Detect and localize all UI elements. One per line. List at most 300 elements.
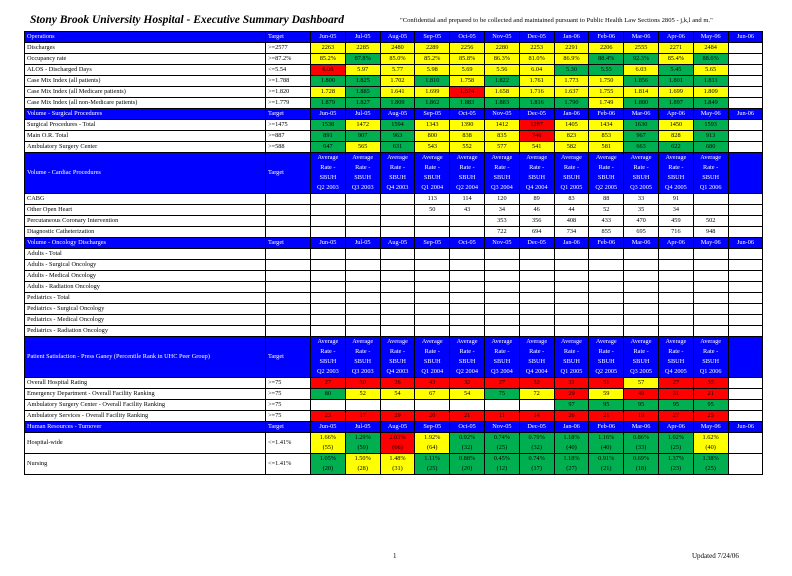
value-cell: [345, 131, 380, 142]
period-header-line: Q3 2003: [351, 368, 374, 375]
value-cell: [311, 54, 346, 65]
value-text: 1538: [321, 121, 335, 128]
value-text: 967: [636, 132, 646, 139]
value-cell: [589, 76, 624, 87]
value-cell: [728, 282, 763, 293]
value-text: 2253: [530, 44, 543, 51]
period-header-line: Rate -: [668, 164, 684, 171]
value-text: (64): [427, 444, 438, 451]
value-text: 0.79%: [528, 434, 545, 441]
value-cell: [345, 378, 380, 389]
table-row: [25, 304, 763, 315]
table-row: [25, 65, 763, 76]
value-cell: [345, 454, 380, 475]
month-header: Dec-05: [519, 109, 554, 120]
value-text: 91: [672, 195, 680, 202]
period-header-line: Q1 2004: [421, 368, 444, 375]
value-text: 92.3%: [632, 55, 650, 62]
value-cell: [311, 65, 346, 76]
value-cell: [658, 98, 693, 109]
value-cell: [728, 120, 763, 131]
value-text: 5.98: [426, 66, 438, 73]
value-cell: [693, 65, 728, 76]
dashboard-table: [24, 31, 763, 475]
period-header-line: Q1 2006: [699, 368, 722, 375]
period-header: [589, 153, 624, 194]
value-cell: [519, 194, 554, 205]
value-cell: [380, 400, 415, 411]
value-cell: [658, 411, 693, 422]
period-header: [554, 337, 589, 378]
value-cell: [624, 454, 659, 475]
value-text: (40): [705, 444, 716, 451]
value-text: 35: [707, 379, 714, 386]
row-target: [266, 326, 311, 337]
value-text: 5.77: [391, 66, 403, 73]
value-text: 5.69: [461, 66, 473, 73]
month-header: Jun-05: [311, 109, 346, 120]
value-text: 408: [566, 217, 577, 224]
value-cell: [380, 326, 415, 337]
period-header-line: Rate -: [424, 164, 440, 171]
row-label: Case Mix Index (all patients): [25, 76, 266, 87]
period-header-line: Rate -: [355, 164, 371, 171]
row-target: >=75: [266, 378, 311, 389]
value-cell: [345, 205, 380, 216]
value-text: 1390: [460, 121, 474, 128]
period-header: [728, 153, 763, 194]
value-text: 1.574: [460, 88, 475, 95]
value-cell: [554, 326, 589, 337]
value-cell: [484, 131, 519, 142]
value-cell: [693, 249, 728, 260]
row-label: Main O.R. Total: [25, 131, 266, 142]
value-cell: [311, 194, 346, 205]
value-cell: [519, 400, 554, 411]
period-header-line: Average: [456, 338, 478, 345]
value-cell: [589, 43, 624, 54]
value-cell: [450, 76, 485, 87]
value-cell: [624, 131, 659, 142]
month-header: Jan-06: [554, 109, 589, 120]
value-cell: [345, 65, 380, 76]
period-header-line: Q2 2004: [456, 368, 479, 375]
value-text: 27: [324, 379, 332, 386]
value-cell: [311, 411, 346, 422]
period-header-line: Q4 2005: [664, 368, 687, 375]
value-cell: [554, 378, 589, 389]
value-text: (40): [601, 444, 612, 451]
value-cell: [554, 400, 589, 411]
period-header-line: Q4 2005: [664, 184, 687, 191]
month-header: Sep-05: [415, 422, 450, 433]
value-text: 1.16%: [598, 434, 615, 441]
value-cell: [345, 120, 380, 131]
row-target: [266, 227, 311, 238]
value-cell: [311, 454, 346, 475]
value-text: 1.749: [599, 99, 614, 106]
month-header: Sep-05: [415, 109, 450, 120]
value-cell: [658, 326, 693, 337]
period-header: [624, 337, 659, 378]
row-target: [266, 271, 311, 282]
value-cell: [693, 227, 728, 238]
value-text: 113: [427, 195, 437, 202]
value-text: 51: [603, 379, 610, 386]
value-text: 663: [636, 143, 646, 150]
period-header-line: SBUH: [493, 358, 511, 365]
value-cell: [519, 98, 554, 109]
value-text: 29: [394, 412, 401, 419]
value-cell: [554, 194, 589, 205]
value-cell: [345, 411, 380, 422]
table-row: [25, 433, 763, 454]
value-cell: [658, 260, 693, 271]
value-cell: [624, 400, 659, 411]
section-header: [25, 32, 763, 43]
value-text: 838: [462, 132, 472, 139]
value-cell: [450, 249, 485, 260]
value-cell: [311, 249, 346, 260]
period-header-line: Q2 2005: [595, 184, 618, 191]
value-cell: [728, 260, 763, 271]
value-cell: [311, 433, 346, 454]
value-cell: [589, 142, 624, 153]
value-cell: [450, 131, 485, 142]
period-header-line: Rate -: [703, 164, 719, 171]
value-cell: [415, 454, 450, 475]
page-title: Stony Brook University Hospital - Executive Summary Dashboard: [30, 14, 345, 26]
value-text: 14: [533, 412, 540, 419]
value-cell: [554, 433, 589, 454]
period-header: [519, 153, 554, 194]
value-text: 694: [531, 228, 542, 235]
period-header: [311, 337, 346, 378]
value-text: 85.8%: [458, 55, 476, 62]
value-text: 1412: [495, 121, 509, 128]
value-cell: [345, 400, 380, 411]
value-text: 907: [357, 132, 368, 139]
period-header-line: SBUH: [702, 174, 720, 181]
value-cell: [728, 43, 763, 54]
value-cell: [519, 142, 554, 153]
value-cell: [380, 54, 415, 65]
value-text: 114: [462, 195, 472, 202]
value-cell: [450, 65, 485, 76]
value-text: 647: [323, 143, 333, 150]
period-header-line: Q3 2005: [630, 368, 652, 375]
period-header-line: Q3 2004: [490, 184, 513, 191]
value-text: 5.45: [670, 66, 682, 73]
table-row: [25, 216, 763, 227]
month-header: Aug-05: [380, 422, 415, 433]
value-text: (28): [357, 465, 368, 472]
value-cell: [624, 227, 659, 238]
value-cell: [311, 227, 346, 238]
value-cell: [624, 271, 659, 282]
value-cell: [415, 389, 450, 400]
value-cell: [484, 142, 519, 153]
value-cell: [589, 454, 624, 475]
value-text: 891: [323, 132, 333, 139]
target-header: Target: [266, 337, 311, 378]
value-text: 43: [463, 206, 471, 213]
value-cell: [589, 304, 624, 315]
period-header-line: SBUH: [458, 358, 476, 365]
value-text: 353: [497, 217, 507, 224]
value-text: 552: [462, 143, 472, 150]
row-label: Overall Hospital Rating: [25, 378, 266, 389]
value-cell: [519, 282, 554, 293]
table-row: [25, 315, 763, 326]
row-label: Nursing: [25, 454, 266, 475]
value-cell: [554, 304, 589, 315]
value-cell: [380, 98, 415, 109]
value-cell: [345, 326, 380, 337]
month-header: May-06: [693, 422, 728, 433]
month-header: Jul-05: [345, 422, 380, 433]
value-cell: [728, 216, 763, 227]
row-target: [266, 205, 311, 216]
month-header: Aug-05: [380, 32, 415, 43]
value-cell: [311, 98, 346, 109]
value-cell: [728, 454, 763, 475]
table-row: [25, 227, 763, 238]
section-header: [25, 153, 763, 194]
period-header-line: Rate -: [633, 164, 649, 171]
value-text: 1.897: [668, 99, 683, 106]
row-label: Discharges: [25, 43, 266, 54]
month-header: Sep-05: [415, 238, 450, 249]
value-cell: [484, 293, 519, 304]
section-header: [25, 238, 763, 249]
value-cell: [728, 400, 763, 411]
value-text: 29: [568, 390, 575, 397]
row-label: Ambulatory Surgery Center - Overall Facility Ranking: [25, 400, 266, 411]
value-cell: [658, 205, 693, 216]
value-cell: [728, 131, 763, 142]
period-header-line: Rate -: [703, 348, 719, 355]
value-text: 1.29%: [354, 434, 371, 441]
value-text: 0.74%: [528, 455, 545, 462]
table-row: [25, 120, 763, 131]
value-cell: [693, 378, 728, 389]
month-header: Oct-05: [450, 238, 485, 249]
value-text: 49: [637, 390, 645, 397]
target-header: Target: [266, 109, 311, 120]
period-header: [484, 337, 519, 378]
value-text: 1.814: [633, 88, 649, 95]
value-text: 88: [603, 195, 610, 202]
value-text: 0.86%: [632, 434, 650, 441]
period-header-line: Average: [421, 338, 443, 345]
period-header: [415, 153, 450, 194]
value-text: 2271: [669, 44, 683, 51]
value-text: 1.879: [320, 99, 335, 106]
value-text: 1.885: [355, 88, 370, 95]
value-cell: [589, 87, 624, 98]
value-text: 25: [707, 412, 714, 419]
value-cell: [415, 411, 450, 422]
value-cell: [380, 315, 415, 326]
value-cell: [380, 131, 415, 142]
value-cell: [554, 205, 589, 216]
month-header: Jul-05: [345, 238, 380, 249]
month-header: Jun-06: [728, 32, 763, 43]
value-cell: [484, 87, 519, 98]
period-header: [728, 337, 763, 378]
value-text: (20): [322, 465, 334, 472]
value-cell: [484, 304, 519, 315]
period-header: [589, 337, 624, 378]
value-cell: [624, 282, 659, 293]
value-text: 1.816: [529, 99, 544, 106]
value-cell: [624, 87, 659, 98]
value-cell: [380, 411, 415, 422]
table-row: [25, 142, 763, 153]
value-text: 5.65: [705, 66, 717, 73]
section-title: Volume - Surgical Procedures: [25, 109, 266, 120]
row-label: Adults - Radiation Oncology: [25, 282, 266, 293]
value-text: (33): [635, 444, 647, 451]
value-text: 1.02%: [667, 434, 684, 441]
value-text: 1.827: [355, 99, 370, 106]
row-target: <=5.54: [266, 65, 311, 76]
period-header-line: Average: [665, 338, 687, 345]
section-title: Volume - Oncology Discharges: [25, 238, 266, 249]
value-cell: [658, 389, 693, 400]
value-text: 81.0%: [528, 55, 545, 62]
value-cell: [519, 326, 554, 337]
month-header: Jun-05: [311, 32, 346, 43]
month-header: Dec-05: [519, 422, 554, 433]
value-text: 1.641: [390, 88, 405, 95]
period-header-line: Average: [456, 154, 478, 161]
value-text: 823: [566, 132, 577, 139]
value-cell: [380, 194, 415, 205]
value-text: 95: [603, 401, 610, 408]
row-label: Emergency Department - Overall Facility Ranking: [25, 389, 266, 400]
value-cell: [484, 216, 519, 227]
value-text: 1.801: [668, 77, 683, 84]
value-text: 1.658: [494, 88, 509, 95]
value-cell: [589, 389, 624, 400]
row-target: [266, 304, 311, 315]
value-cell: [450, 142, 485, 153]
value-cell: [450, 54, 485, 65]
value-cell: [450, 120, 485, 131]
value-cell: [415, 98, 450, 109]
value-text: 75: [498, 390, 506, 397]
value-cell: [693, 120, 728, 131]
month-header: Feb-06: [589, 422, 624, 433]
value-cell: [693, 142, 728, 153]
period-header-line: Rate -: [598, 348, 614, 355]
value-cell: [415, 315, 450, 326]
value-text: 72: [533, 390, 540, 397]
value-cell: [693, 260, 728, 271]
value-cell: [380, 87, 415, 98]
value-cell: [589, 293, 624, 304]
section-title: Operations: [25, 32, 266, 43]
value-text: (25): [705, 465, 716, 472]
value-cell: [519, 454, 554, 475]
value-cell: [624, 389, 659, 400]
value-cell: [415, 194, 450, 205]
value-cell: [311, 389, 346, 400]
month-header: Jan-06: [554, 422, 589, 433]
row-target: >=87.2%: [266, 54, 311, 65]
period-header-line: Rate -: [494, 164, 510, 171]
value-cell: [519, 315, 554, 326]
confidentiality-note: "Confidential and prepared to be collected and maintained pursuant to Public Health Law Sections 2805 - j,k,l and m.": [400, 17, 713, 24]
value-cell: [589, 216, 624, 227]
row-label: Pediatrics - Medical Oncology: [25, 315, 266, 326]
value-text: 1405: [565, 121, 578, 128]
table-row: [25, 454, 763, 475]
value-text: 30: [359, 379, 366, 386]
value-cell: [311, 142, 346, 153]
value-cell: [311, 260, 346, 271]
value-cell: [450, 43, 485, 54]
value-cell: [311, 304, 346, 315]
value-text: 734: [566, 228, 577, 235]
value-text: 2256: [460, 44, 474, 51]
period-header: [693, 337, 728, 378]
value-cell: [728, 304, 763, 315]
value-cell: [415, 76, 450, 87]
value-cell: [450, 271, 485, 282]
value-cell: [484, 271, 519, 282]
month-header: Mar-06: [624, 422, 659, 433]
month-header: Apr-06: [658, 238, 693, 249]
value-cell: [693, 389, 728, 400]
period-header-line: Rate -: [459, 348, 475, 355]
value-text: 1.62%: [702, 434, 719, 441]
value-cell: [554, 216, 589, 227]
value-text: 2291: [565, 44, 578, 51]
period-header-line: SBUH: [319, 358, 337, 365]
value-cell: [624, 54, 659, 65]
value-cell: [693, 87, 728, 98]
value-text: 26: [568, 412, 575, 419]
value-text: 27: [672, 412, 680, 419]
value-text: 120: [497, 195, 507, 202]
value-cell: [484, 43, 519, 54]
value-cell: [450, 282, 485, 293]
value-text: 855: [601, 228, 611, 235]
value-text: (59): [357, 444, 368, 451]
value-cell: [450, 304, 485, 315]
period-header-line: Q4 2004: [525, 184, 548, 191]
value-cell: [415, 120, 450, 131]
value-cell: [728, 293, 763, 304]
value-text: 32: [463, 379, 471, 386]
table-row: [25, 131, 763, 142]
value-text: 2555: [634, 44, 648, 51]
value-cell: [380, 378, 415, 389]
value-cell: [450, 98, 485, 109]
value-cell: [624, 411, 659, 422]
value-cell: [311, 282, 346, 293]
value-cell: [380, 43, 415, 54]
value-cell: [519, 304, 554, 315]
value-cell: [554, 389, 589, 400]
period-header: [484, 153, 519, 194]
value-cell: [624, 216, 659, 227]
period-header: [450, 337, 485, 378]
period-header-line: Average: [491, 338, 513, 345]
